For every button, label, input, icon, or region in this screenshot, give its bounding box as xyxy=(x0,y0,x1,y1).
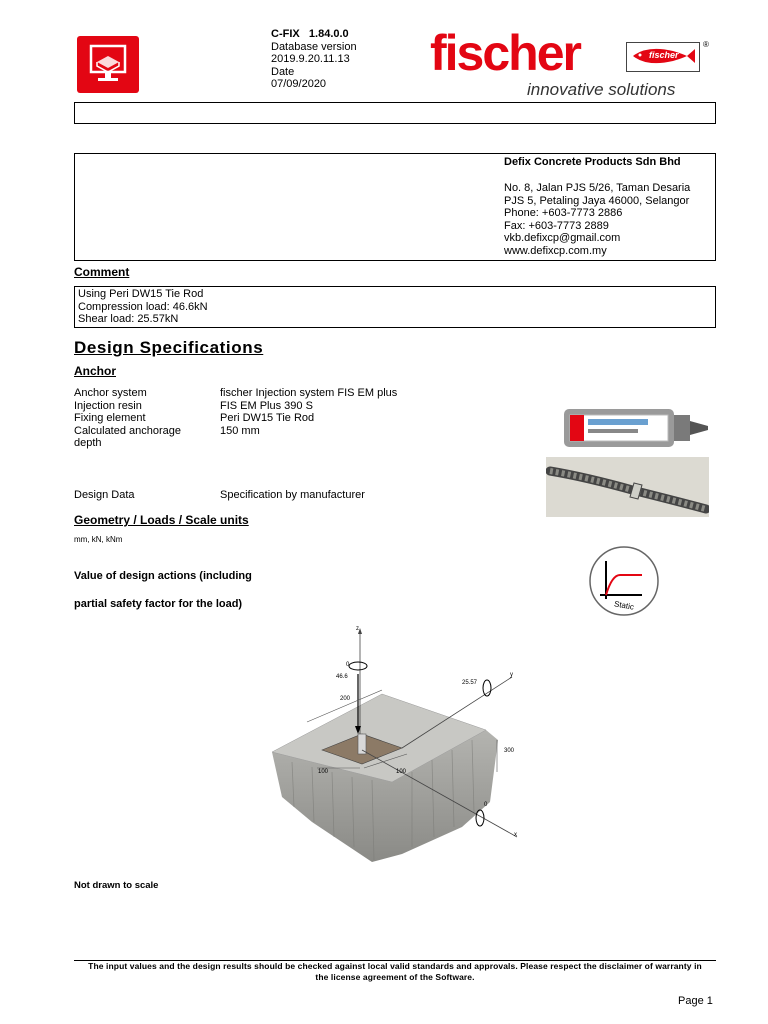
tie-rod-image xyxy=(546,457,709,517)
comment-line: Shear load: 25.57kN xyxy=(78,313,179,325)
disclaimer xyxy=(74,961,716,983)
spec-value: Peri DW15 Tie Rod xyxy=(220,412,315,425)
program-info xyxy=(271,28,357,91)
fax: Fax: +603-7773 2889 xyxy=(504,219,609,232)
fischer-logo-text: fischer xyxy=(430,25,580,81)
spec-labels xyxy=(74,387,214,450)
design-actions-line1: Value of design actions (including xyxy=(74,570,252,582)
concrete-block-drawing xyxy=(262,622,522,877)
program-version: 1.84.0.0 xyxy=(308,28,349,40)
anchor-heading: Anchor xyxy=(74,364,116,378)
website: www.defixcp.com.my xyxy=(504,244,607,257)
comment-line: Using Peri DW15 Tie Rod xyxy=(78,288,204,300)
dim-width-value: 200 xyxy=(340,696,351,702)
dim-depth-value: 300 xyxy=(504,748,515,754)
address-line: No. 8, Jalan PJS 5/26, Taman Desaria xyxy=(504,182,691,194)
static-label: Static xyxy=(613,599,635,612)
not-to-scale-note: Not drawn to scale xyxy=(74,880,159,891)
shear-load-value: 25.57 xyxy=(462,680,478,686)
fischer-fish-badge xyxy=(626,42,700,72)
disclaimer-line: the license agreement of the Software. xyxy=(315,972,475,982)
spec-value: FIS EM Plus 390 S xyxy=(220,399,313,412)
spec-label: Calculated anchorage depth xyxy=(74,424,182,450)
comment-line: Compression load: 46.6kN xyxy=(78,300,208,313)
axis-z-label: z xyxy=(356,626,359,632)
design-actions-line2: partial safety factor for the load) xyxy=(74,598,243,610)
phone: Phone: +603-7773 2886 xyxy=(504,207,623,219)
axis-x-label: x xyxy=(514,832,517,838)
design-data-value: Specification by manufacturer xyxy=(220,489,365,501)
spec-values xyxy=(220,387,397,437)
company-box xyxy=(74,153,716,261)
static-load-icon xyxy=(586,545,666,620)
comment-heading: Comment xyxy=(74,265,130,279)
axis-y-label: y xyxy=(510,672,513,678)
compression-load-value: 46.6 xyxy=(336,674,348,680)
moment-bottom-value: 0 xyxy=(484,802,488,808)
tagline: innovative solutions xyxy=(527,80,676,99)
monitor-icon xyxy=(77,36,139,93)
spec-label: Fixing element xyxy=(74,412,146,425)
units-text: mm, kN, kNm xyxy=(74,535,123,544)
dim-edge-left-value: 100 xyxy=(318,769,329,775)
date-label: Date xyxy=(271,65,295,78)
spec-label: Anchor system xyxy=(74,387,147,399)
dim-edge-right-value: 100 xyxy=(396,769,407,775)
fish-badge-text: fischer xyxy=(649,50,679,60)
resin-cartridge-image xyxy=(562,405,712,451)
address-line: PJS 5, Petaling Jaya 46000, Selangor xyxy=(504,194,690,207)
design-data-label: Design Data xyxy=(74,489,135,501)
page-number: Page 1 xyxy=(678,995,713,1007)
spec-value: fischer Injection system FIS EM plus xyxy=(220,387,398,399)
date-value: 07/09/2020 xyxy=(271,78,327,91)
registered-mark: ® xyxy=(703,40,709,49)
company-address xyxy=(504,182,690,257)
disclaimer-line: The input values and the design results should be checked against local valid standards and approvals. Please respect the disclaimer of warranty in xyxy=(88,961,702,971)
email: vkb.defixcp@gmail.com xyxy=(504,232,621,244)
database-version-label: Database version xyxy=(271,40,357,53)
comment-box xyxy=(74,286,716,328)
design-specifications-title: Design Specifications xyxy=(74,338,264,357)
program-name: C-FIX xyxy=(271,28,300,40)
database-version-value: 2019.9.20.11.13 xyxy=(271,53,350,66)
spec-label: Injection resin xyxy=(74,399,142,412)
cfix-app-logo xyxy=(77,36,139,93)
anchor-load-figure xyxy=(262,622,522,877)
project-title-box xyxy=(74,102,716,124)
moment-top-value: 0 xyxy=(346,662,350,668)
spec-value: 150 mm xyxy=(220,424,260,437)
geometry-heading: Geometry / Loads / Scale units xyxy=(74,513,249,527)
company-name: Defix Concrete Products Sdn Bhd xyxy=(504,156,681,168)
